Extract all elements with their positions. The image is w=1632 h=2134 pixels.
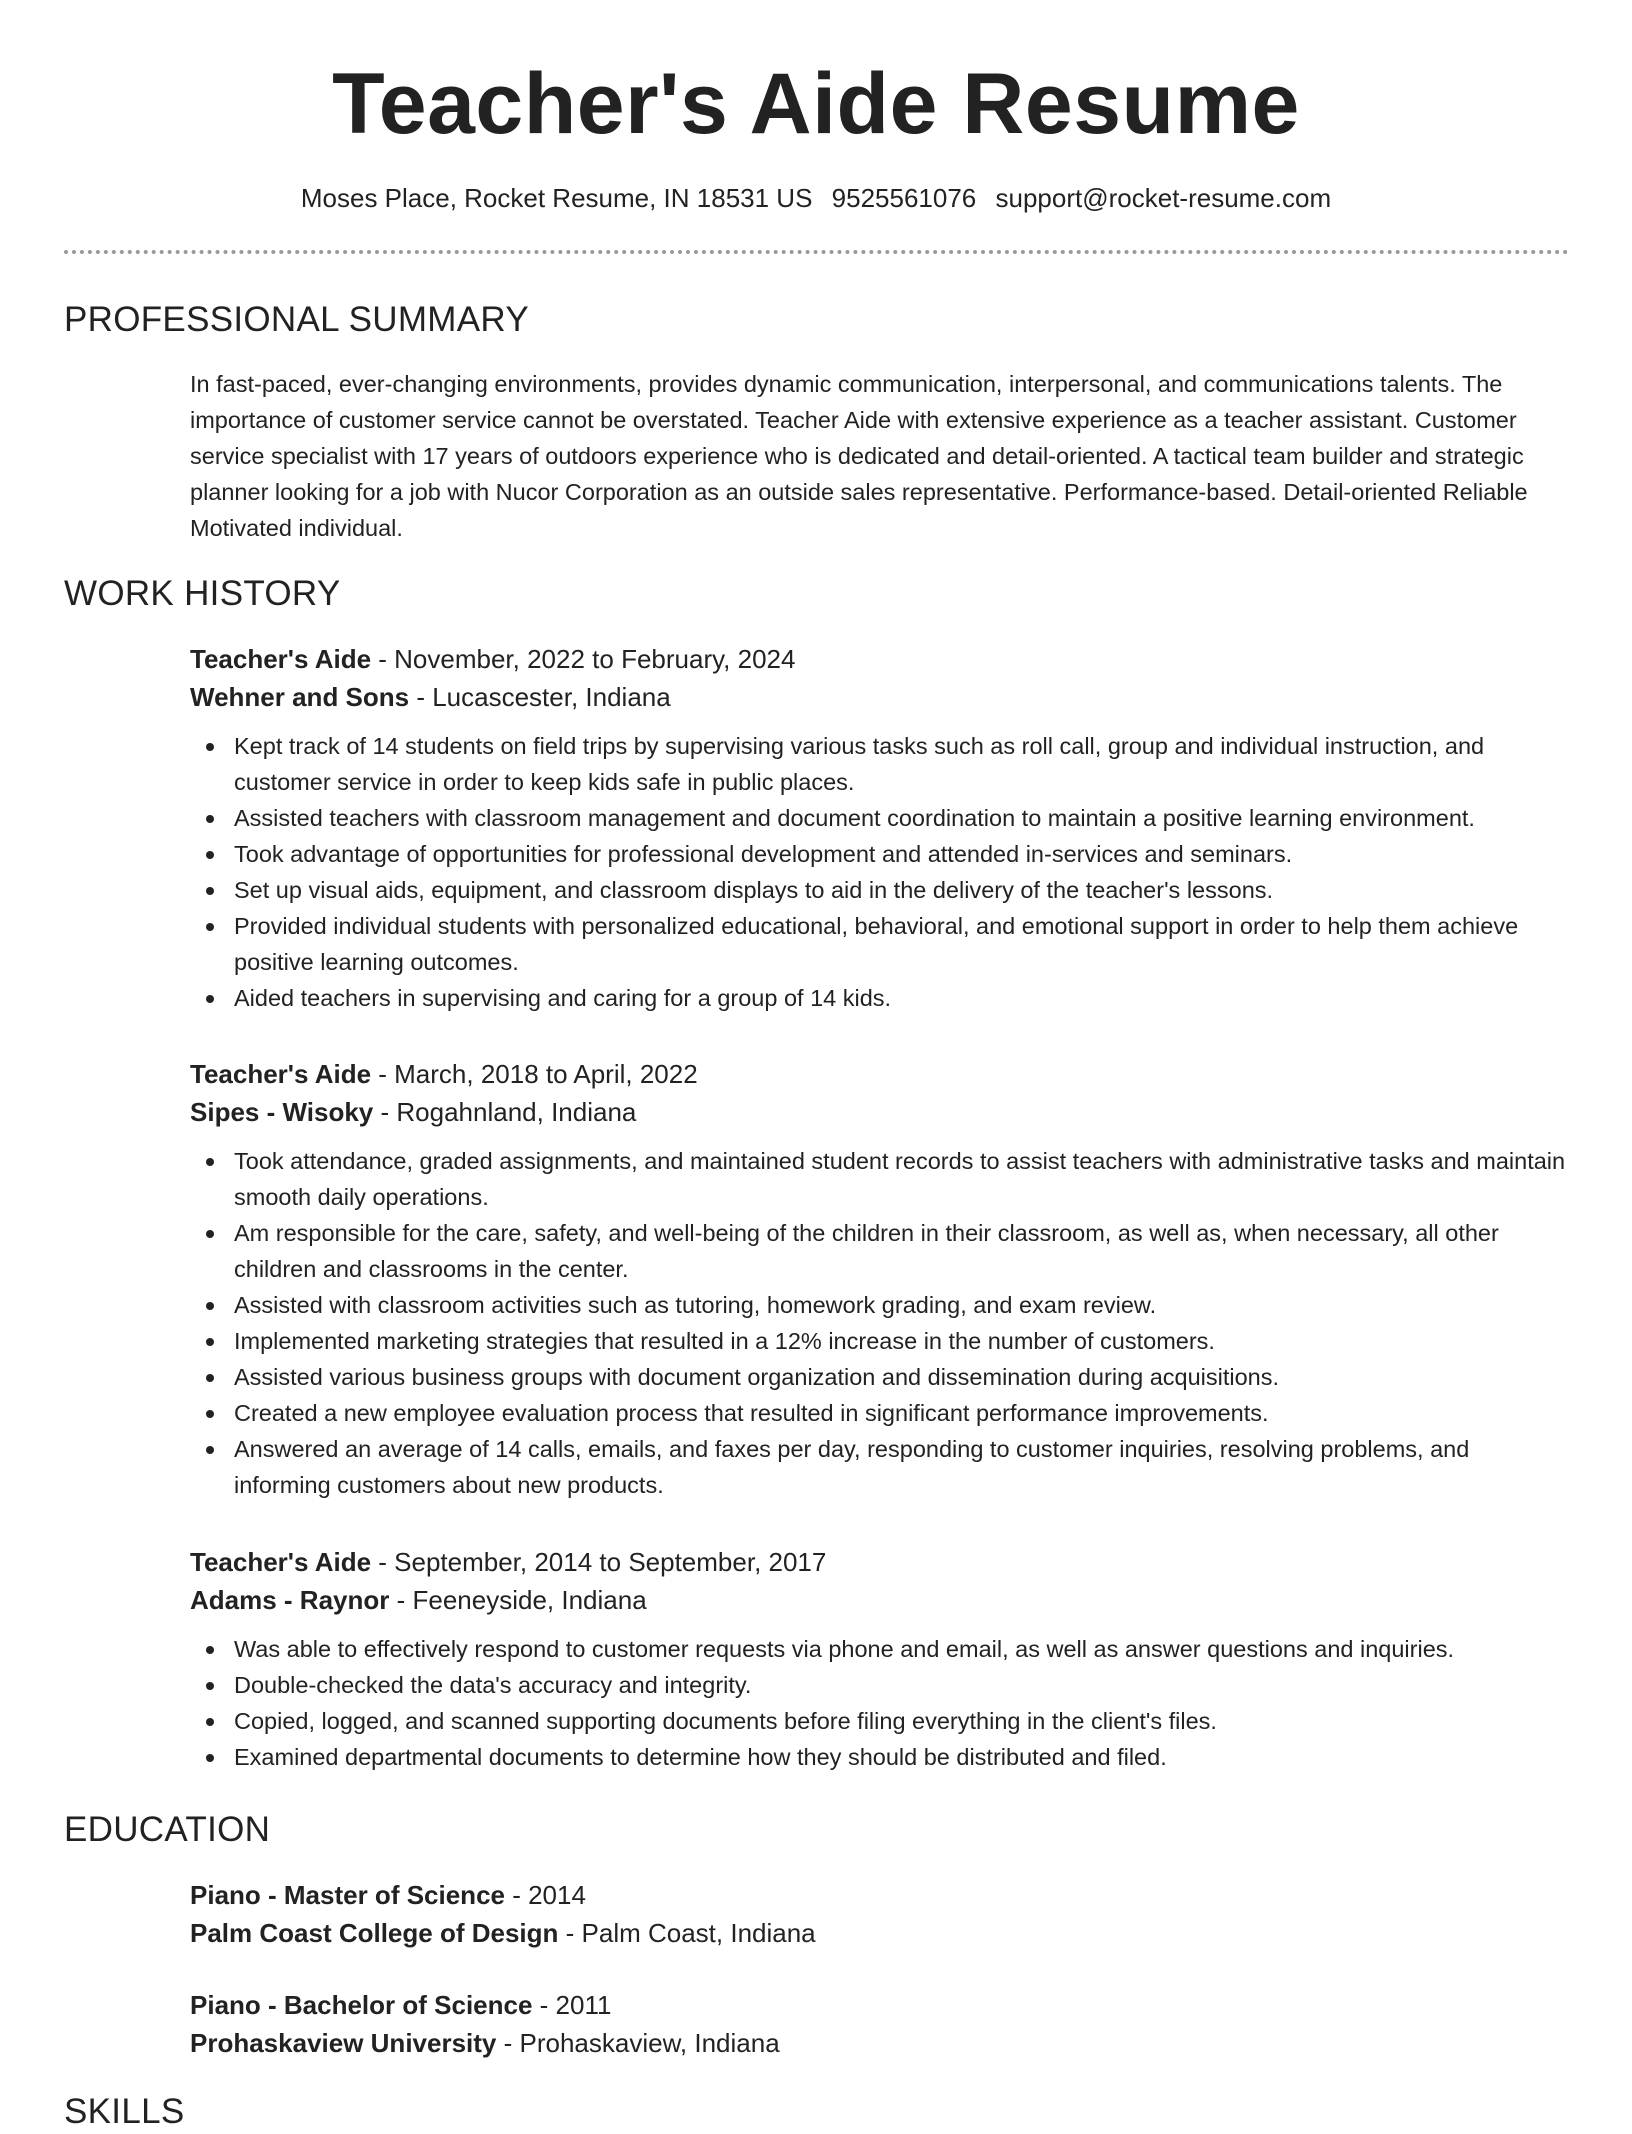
job-bullet: Am responsible for the care, safety, and well-being of the children in their classroom, as well as, when necessary, all other children and classrooms in the center. (234, 1215, 1570, 1287)
job-bullet: Copied, logged, and scanned supporting documents before filing everything in the client's files. (234, 1703, 1570, 1739)
job-entry (190, 640, 1570, 1016)
education-entry (190, 1986, 1570, 2064)
job-employer-line (190, 678, 1570, 718)
section-heading-summary: PROFESSIONAL SUMMARY (64, 300, 529, 339)
education-school-line (190, 1914, 1570, 1954)
contact-email[interactable]: support@rocket-resume.com (995, 183, 1332, 213)
job-bullet: Assisted various business groups with document organization and dissemination during acquisitions. (234, 1359, 1570, 1395)
job-title: Teacher's Aide (190, 1059, 372, 1089)
job-employer: Wehner and Sons (190, 682, 410, 712)
job-location: - Feeneyside, Indiana (389, 1585, 647, 1615)
job-location: - Lucascester, Indiana (409, 682, 671, 712)
job-title: Teacher's Aide (190, 1547, 372, 1577)
job-title: Teacher's Aide (190, 644, 372, 674)
job-bullet: Provided individual students with personalized educational, behavioral, and emotional support in order to help them achieve positive learning outcomes. (234, 908, 1570, 980)
job-bullets (190, 1631, 1570, 1775)
job-employer-line (190, 1581, 1570, 1621)
section-heading-work-history: WORK HISTORY (64, 574, 341, 613)
section-heading-skills: SKILLS (64, 2092, 185, 2131)
job-employer-line (190, 1093, 1570, 1133)
job-employer: Sipes - Wisoky (190, 1097, 374, 1127)
job-bullet: Set up visual aids, equipment, and classroom displays to aid in the delivery of the teacher's lessons. (234, 872, 1570, 908)
job-dates: - November, 2022 to February, 2024 (371, 644, 796, 674)
job-title-line (190, 1543, 1570, 1581)
education-degree: Piano - Bachelor of Science (190, 1990, 533, 2020)
job-bullet: Examined departmental documents to determine how they should be distributed and filed. (234, 1739, 1570, 1775)
education-school: Palm Coast College of Design (190, 1918, 559, 1948)
header-divider (64, 250, 1569, 254)
job-title-line (190, 1055, 1570, 1093)
education-location: - Palm Coast, Indiana (558, 1918, 816, 1948)
contact-address: Moses Place, Rocket Resume, IN 18531 US (300, 183, 813, 213)
contact-line (0, 180, 1632, 216)
job-dates: - March, 2018 to April, 2022 (371, 1059, 698, 1089)
education-year: - 2014 (504, 1880, 586, 1910)
job-bullet: Implemented marketing strategies that resulted in a 12% increase in the number of customers. (234, 1323, 1570, 1359)
education-degree: Piano - Master of Science (190, 1880, 505, 1910)
education-school: Prohaskaview University (190, 2028, 497, 2058)
job-bullet: Assisted with classroom activities such as tutoring, homework grading, and exam review. (234, 1287, 1570, 1323)
section-heading-education: EDUCATION (64, 1810, 271, 1849)
job-bullet: Took attendance, graded assignments, and maintained student records to assist teachers with administrative tasks and maintain smooth daily operations. (234, 1143, 1570, 1215)
job-title-line (190, 640, 1570, 678)
job-bullet: Took advantage of opportunities for professional development and attended in-services and seminars. (234, 836, 1570, 872)
job-entry (190, 1543, 1570, 1775)
job-bullet: Assisted teachers with classroom management and document coordination to maintain a positive learning environment. (234, 800, 1570, 836)
summary-text: In fast-paced, ever-changing environments, provides dynamic communication, interpersonal, and communications talents. The importance of customer service cannot be overstated. Teacher Aide with extensive experience as a teacher assistant. Customer service specialist with 17 years of outdoors experience who is dedicated and detail-oriented. A tactical team builder and strategic planner looking for a job with Nucor Corporation as an outside sales representative. Performance-based. Detail-oriented Reliable Motivated individual. (190, 371, 1528, 541)
education-entry (190, 1876, 1570, 1954)
job-entry (190, 1055, 1570, 1503)
resume-title: Teacher's Aide Resume (332, 56, 1300, 152)
education-location: - Prohaskaview, Indiana (496, 2028, 780, 2058)
education-degree-line (190, 1876, 1570, 1914)
job-bullet: Was able to effectively respond to customer requests via phone and email, as well as answer questions and inquiries. (234, 1631, 1570, 1667)
job-bullet: Created a new employee evaluation process that resulted in significant performance improvements. (234, 1395, 1570, 1431)
job-bullet: Double-checked the data's accuracy and integrity. (234, 1667, 1570, 1703)
education-degree-line (190, 1986, 1570, 2024)
contact-phone: 9525561076 (831, 183, 977, 213)
job-bullets (190, 728, 1570, 1016)
job-bullet: Aided teachers in supervising and caring for a group of 14 kids. (234, 980, 1570, 1016)
education-school-line (190, 2024, 1570, 2064)
job-location: - Rogahnland, Indiana (373, 1097, 637, 1127)
education-year: - 2011 (532, 1990, 612, 2020)
job-bullet: Answered an average of 14 calls, emails, and faxes per day, responding to customer inquiries, resolving problems, and informing customers about new products. (234, 1431, 1570, 1503)
job-employer: Adams - Raynor (190, 1585, 390, 1615)
job-bullets (190, 1143, 1570, 1503)
job-dates: - September, 2014 to September, 2017 (371, 1547, 827, 1577)
job-bullet: Kept track of 14 students on field trips by supervising various tasks such as roll call, group and individual instruction, and customer service in order to keep kids safe in public places. (234, 728, 1570, 800)
